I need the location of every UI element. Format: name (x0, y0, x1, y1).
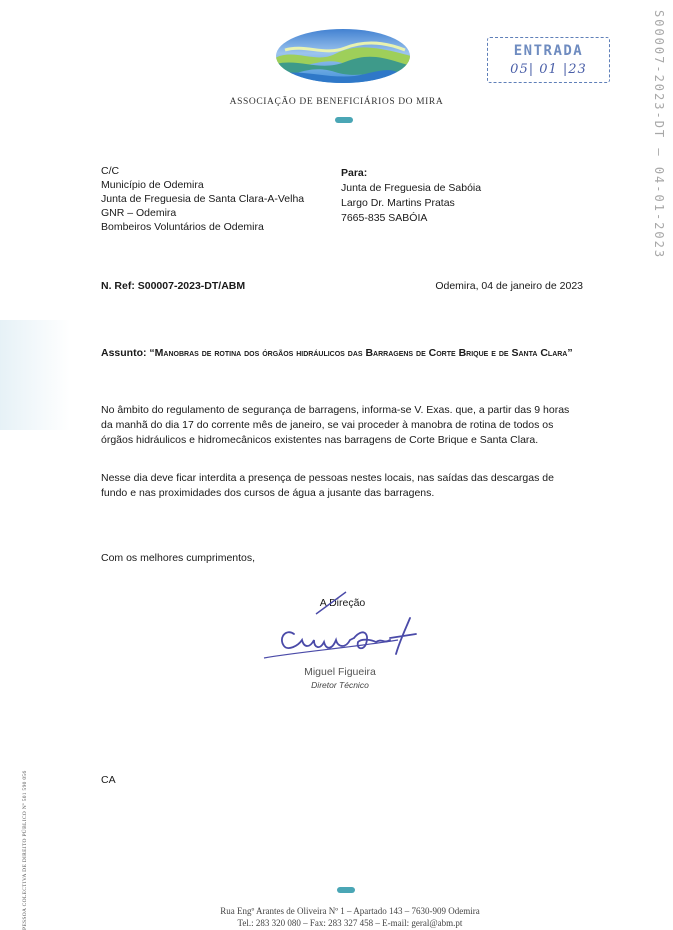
scan-shade (0, 320, 70, 430)
recipient-line: Largo Dr. Martins Pratas (341, 197, 455, 209)
direction-label: A Direção (319, 597, 366, 609)
organization-name: ASSOCIAÇÃO DE BENEFICIÁRIOS DO MIRA (229, 97, 444, 107)
cc-line: Bombeiros Voluntários de Odemira (101, 221, 264, 233)
recipient-block (341, 166, 481, 226)
side-reference: S00007-2023-DT — 04-01-2023 (652, 10, 666, 260)
reference-number: N. Ref: S00007-2023-DT/ABM (101, 280, 246, 292)
body-paragraph: Nesse dia deve ficar interdita a presença de pessoas nestes locais, nas saídas das descargas de fundo e nas proximidades dos cursos de água a jusante das barragens. (101, 472, 554, 499)
entry-stamp (487, 37, 610, 83)
abm-logo-icon (275, 28, 411, 84)
signer-name: Miguel Figueira (304, 666, 376, 678)
cc-block (101, 164, 304, 234)
subject-label: Assunto: (101, 347, 147, 359)
recipient-line: 7665-835 SABÓIA (341, 212, 428, 224)
cc-line: Junta de Freguesia de Santa Clara-A-Velha (101, 193, 305, 205)
footer-contacts: Tel.: 283 320 080 – Fax: 283 327 458 – E-mail: geral@abm.pt (237, 918, 463, 928)
recipient-line: Junta de Freguesia de Sabóia (341, 182, 482, 194)
initials: CA (101, 774, 116, 786)
legal-note: PESSOA COLECTIVA DE DIREITO PÚBLICO Nº 501 590 056 (22, 770, 28, 930)
place-date: Odemira, 04 de janeiro de 2023 (435, 280, 583, 292)
recipient-label: Para: (341, 167, 368, 179)
signer-role: Diretor Técnico (311, 680, 369, 690)
cc-line: Município de Odemira (101, 179, 204, 191)
body-paragraph: No âmbito do regulamento de segurança de barragens, informa-se V. Exas. que, a partir das 9 horas da manhã do dia 17 do corrente mês de janeiro, se vai proceder à manobra de rotina de todos os órgãos hidráulicos e hidromecânicos existentes nas barragens de Corte Brique e Santa Clara. (101, 404, 570, 446)
footer-address: Rua Engº Arantes de Oliveira Nº 1 – Apartado 143 – 7630-909 Odemira (220, 906, 480, 916)
footer-divider (337, 887, 355, 893)
accent-divider (335, 117, 353, 123)
subject (101, 346, 586, 361)
cc-label: C/C (101, 165, 120, 177)
subject-text: “Manobras de rotina dos órgãos hidráulicos das Barragens de Corte Brique e de Santa Clara” (149, 347, 573, 359)
cc-line: GNR – Odemira (101, 207, 177, 219)
stamp-date: 05| 01 |23 (510, 62, 587, 77)
closing: Com os melhores cumprimentos, (101, 552, 256, 564)
signature-icon (258, 588, 418, 668)
stamp-title: ENTRADA (513, 43, 584, 59)
